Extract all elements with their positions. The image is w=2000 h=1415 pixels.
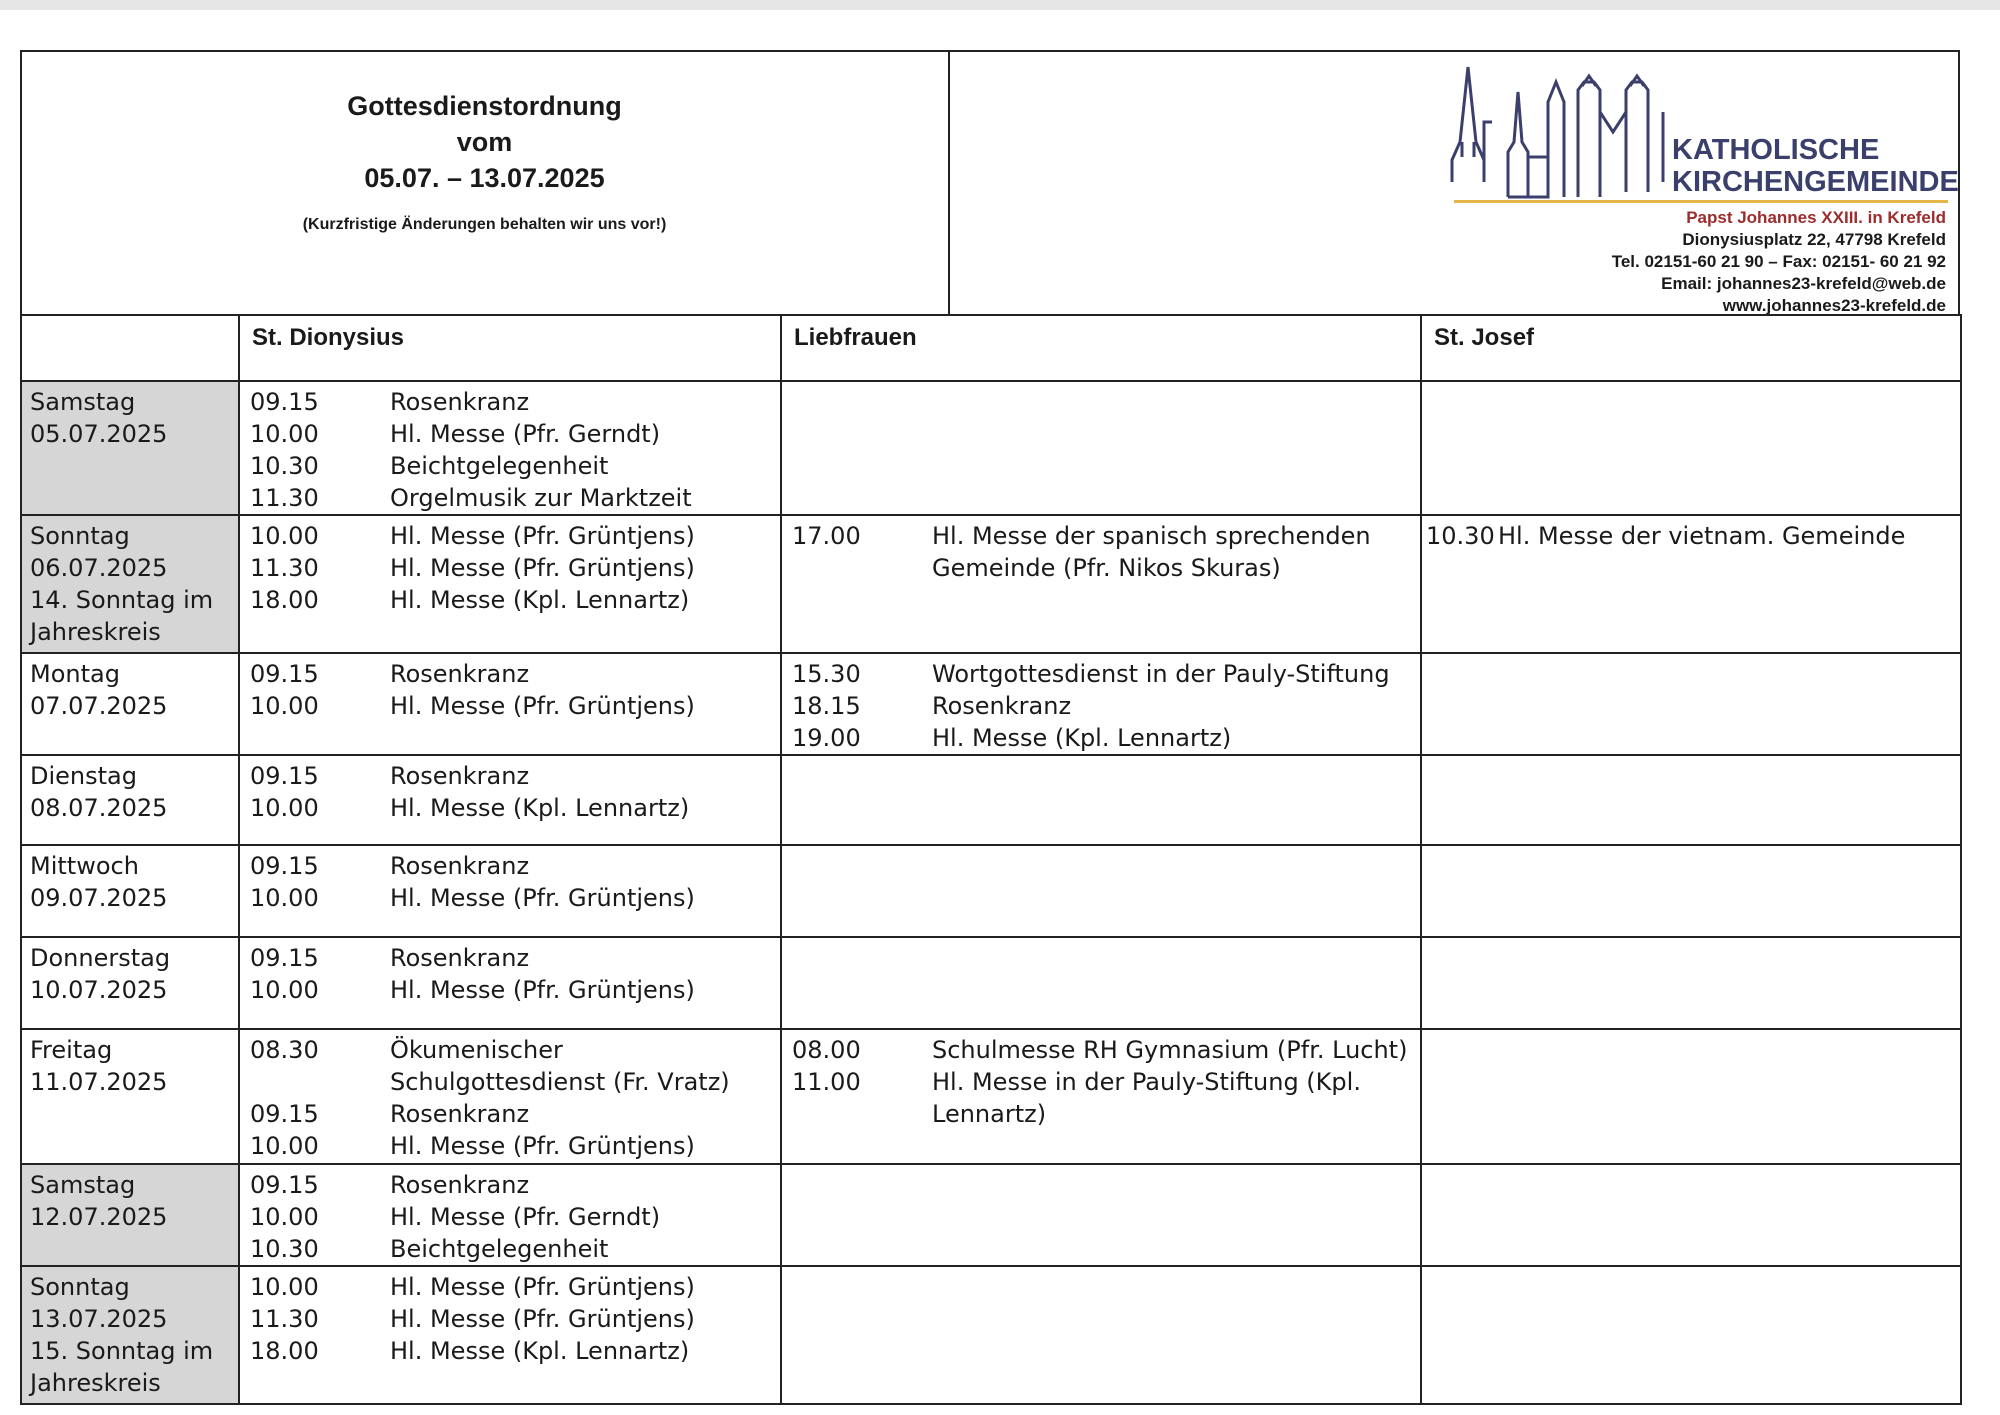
column-header-liebfrauen: Liebfrauen [781,315,1421,381]
service-entry [782,722,1420,754]
service-time: 17.00 [792,522,861,550]
day-label: 08.07.2025 [30,794,168,822]
dionysius-entries [240,654,780,722]
service-description: Rosenkranz [390,388,530,416]
title-line-1: Gottesdienstordnung [347,91,622,121]
dionysius-cell [239,937,781,1029]
service-description: Rosenkranz [932,692,1072,720]
day-label: Mittwoch [30,852,139,880]
service-entry [240,520,780,552]
dionysius-cell [239,381,781,515]
service-entry [240,658,780,690]
liebfrauen-cell [781,755,1421,845]
day-label: 12.07.2025 [30,1203,168,1231]
day-label: Montag [30,660,120,688]
dionysius-entries [240,1267,780,1367]
service-description: Beichtgelegenheit [390,452,609,480]
day-cell [21,1164,239,1266]
day-label: 09.07.2025 [30,884,168,912]
contact-block [1612,207,1946,317]
service-description: Orgelmusik zur Marktzeit [390,484,692,512]
day-cell [21,1266,239,1404]
service-description: Hl. Messe (Kpl. Lennartz) [390,1337,690,1365]
josef-cell [1421,381,1961,515]
dionysius-entries [240,756,780,824]
service-description: Wortgottesdienst in der Pauly-Stiftung [932,660,1390,688]
service-time: 10.00 [250,1273,319,1301]
column-header-josef: St. Josef [1421,315,1961,381]
service-entry [240,552,780,584]
title-line-2: vom [456,127,513,157]
service-entry [240,1303,780,1335]
service-entry [240,1169,780,1201]
service-time: 08.30 [250,1036,319,1064]
service-time: 10.00 [250,976,319,1004]
service-time: 09.15 [250,388,319,416]
service-time: 10.30 [250,1235,319,1263]
josef-entries [1422,1267,1960,1271]
josef-cell [1421,515,1961,653]
service-entry [240,1034,780,1098]
document-title [22,88,947,234]
table-row [21,653,1961,755]
service-time: 08.00 [792,1036,861,1064]
liebfrauen-cell [781,845,1421,937]
service-description: Hl. Messe der spanisch sprechenden Gemeinde (Pfr. Nikos Skuras) [932,522,1371,582]
dionysius-entries [240,382,780,514]
service-time: 18.00 [250,1337,319,1365]
logo-accent-rule [1454,200,1948,203]
table-row [21,1029,1961,1164]
schedule-table [20,314,1962,1405]
service-time: 10.00 [250,420,319,448]
josef-cell [1421,937,1961,1029]
josef-entries [1422,654,1960,658]
josef-cell [1421,755,1961,845]
day-label: 14. Sonntag im Jahreskreis [30,586,214,646]
service-time: 10.00 [250,1132,319,1160]
day-label: 15. Sonntag im Jahreskreis [30,1337,214,1397]
column-header-day [21,315,239,381]
day-label: 13.07.2025 [30,1305,168,1333]
service-entry [782,690,1420,722]
liebfrauen-cell [781,653,1421,755]
service-description: Hl. Messe (Pfr. Grüntjens) [390,1132,695,1160]
josef-cell [1421,845,1961,937]
service-description: Rosenkranz [390,762,530,790]
liebfrauen-cell [781,381,1421,515]
josef-cell [1421,653,1961,755]
service-description: Hl. Messe (Pfr. Gerndt) [390,1203,661,1231]
table-row [21,845,1961,937]
service-entry [240,850,780,882]
service-description: Hl. Messe (Pfr. Grüntjens) [390,976,695,1004]
table-row [21,381,1961,515]
service-time: 09.15 [250,762,319,790]
parish-address: Dionysiusplatz 22, 47798 Krefeld [1682,230,1946,249]
service-description: Hl. Messe (Pfr. Grüntjens) [390,1305,695,1333]
service-entry [782,520,1420,584]
parish-name-line-1: KATHOLISCHE [1672,134,1880,166]
scan-edge [0,0,2000,10]
day-cell [21,381,239,515]
service-entry [240,942,780,974]
service-time: 11.30 [250,1305,319,1333]
service-entry [240,1098,780,1130]
dionysius-entries [240,938,780,1006]
service-time: 10.00 [250,522,319,550]
service-entry [240,418,780,450]
liebfrauen-entries [782,1030,1420,1130]
service-description: Hl. Messe in der Pauly-Stiftung (Kpl. Lennartz) [932,1068,1361,1128]
liebfrauen-cell [781,515,1421,653]
josef-entries [1422,1165,1960,1169]
table-row [21,755,1961,845]
josef-entries [1422,1030,1960,1034]
header-divider [948,50,950,315]
dionysius-cell [239,1029,781,1164]
service-description: Hl. Messe (Kpl. Lennartz) [390,794,690,822]
dionysius-entries [240,1165,780,1265]
service-description: Ökumenischer Schulgottesdienst (Fr. Vratz) [390,1036,730,1096]
dionysius-cell [239,515,781,653]
day-cell [21,1029,239,1164]
service-description: Schulmesse RH Gymnasium (Pfr. Lucht) [932,1036,1408,1064]
josef-entries [1422,846,1960,850]
dionysius-cell [239,1164,781,1266]
dionysius-cell [239,1266,781,1404]
service-entry [240,386,780,418]
service-time: 18.15 [792,692,861,720]
liebfrauen-cell [781,1164,1421,1266]
service-entry [240,974,780,1006]
dionysius-entries [240,516,780,616]
parish-website: www.johannes23-krefeld.de [1722,296,1946,315]
table-row [21,937,1961,1029]
liebfrauen-cell [781,1029,1421,1164]
parish-phone: Tel. 02151-60 21 90 – Fax: 02151- 60 21 92 [1611,252,1946,271]
service-description: Hl. Messe (Pfr. Grüntjens) [390,692,695,720]
parish-subtitle: Papst Johannes XXIII. in Krefeld [1686,208,1946,227]
day-cell [21,515,239,653]
service-entry [240,690,780,722]
title-line-3: 05.07. – 13.07.2025 [364,163,605,193]
service-entry [240,1335,780,1367]
service-entry [240,1271,780,1303]
service-time: 11.00 [792,1068,861,1096]
service-entry [782,1066,1420,1130]
service-description: Rosenkranz [390,1100,530,1128]
day-label: 10.07.2025 [30,976,168,1004]
service-time: 19.00 [792,724,861,752]
service-entry [782,658,1420,690]
parish-name-line-2: KIRCHENGEMEINDE [1672,166,1959,198]
day-label: Sonntag [30,1273,130,1301]
josef-entries [1422,382,1960,386]
schedule-body [21,381,1961,1404]
parish-name [1672,134,1959,198]
service-description: Hl. Messe (Pfr. Grüntjens) [390,522,695,550]
service-time: 09.15 [250,852,319,880]
liebfrauen-cell [781,937,1421,1029]
service-entry [240,792,780,824]
service-time: 09.15 [250,1100,319,1128]
table-row [21,1266,1961,1404]
service-time: 10.30 [250,452,319,480]
table-row [21,515,1961,653]
day-label: 07.07.2025 [30,692,168,720]
liebfrauen-entries [782,846,1420,850]
service-description: Hl. Messe (Kpl. Lennartz) [932,724,1232,752]
day-label: Dienstag [30,762,137,790]
service-entry [782,1034,1420,1066]
service-entry [240,482,780,514]
josef-entries [1422,938,1960,942]
liebfrauen-entries [782,516,1420,584]
service-time: 11.30 [250,484,319,512]
liebfrauen-entries [782,1267,1420,1271]
day-cell [21,845,239,937]
josef-entries [1422,756,1960,760]
josef-cell [1421,1029,1961,1164]
day-label: Freitag [30,1036,113,1064]
service-entry [240,1130,780,1162]
liebfrauen-entries [782,1165,1420,1169]
service-time: 10.00 [250,884,319,912]
service-description: Hl. Messe (Pfr. Grüntjens) [390,554,695,582]
josef-cell [1421,1164,1961,1266]
service-time: 10.00 [250,1203,319,1231]
day-label: Samstag [30,388,136,416]
service-description: Hl. Messe (Kpl. Lennartz) [390,586,690,614]
service-time: 10.00 [250,794,319,822]
service-entry [240,1233,780,1265]
josef-cell [1421,1266,1961,1404]
day-cell [21,755,239,845]
table-header-row [21,315,1961,381]
josef-entries [1422,516,1960,552]
service-description: Beichtgelegenheit [390,1235,609,1263]
day-cell [21,653,239,755]
day-cell [21,937,239,1029]
service-time: 09.15 [250,660,319,688]
day-label: Samstag [30,1171,136,1199]
dionysius-cell [239,755,781,845]
parish-email: Email: johannes23-krefeld@web.de [1661,274,1946,293]
service-entry [240,450,780,482]
service-time: 18.00 [250,586,319,614]
service-entry [240,882,780,914]
service-time: 09.15 [250,944,319,972]
dionysius-entries [240,846,780,914]
table-row [21,1164,1961,1266]
day-label: Sonntag [30,522,130,550]
service-entry [240,760,780,792]
title-note: (Kurzfristige Änderungen behalten wir uns vor!) [302,216,667,233]
service-description: Rosenkranz [390,852,530,880]
service-time: 10.30 [1426,522,1495,550]
service-description: Hl. Messe (Pfr. Grüntjens) [390,1273,695,1301]
liebfrauen-entries [782,938,1420,942]
service-description: Hl. Messe (Pfr. Gerndt) [390,420,661,448]
service-entry [1422,520,1960,552]
dionysius-cell [239,845,781,937]
service-entry [240,1201,780,1233]
service-time: 15.30 [792,660,861,688]
day-label: 06.07.2025 [30,554,168,582]
service-entry [240,584,780,616]
liebfrauen-entries [782,654,1420,754]
service-description: Rosenkranz [390,1171,530,1199]
day-label: 05.07.2025 [30,420,168,448]
dionysius-cell [239,653,781,755]
service-description: Rosenkranz [390,944,530,972]
liebfrauen-cell [781,1266,1421,1404]
day-label: Donnerstag [30,944,171,972]
liebfrauen-entries [782,756,1420,760]
liebfrauen-entries [782,382,1420,386]
service-time: 09.15 [250,1171,319,1199]
day-label: 11.07.2025 [30,1068,168,1096]
service-description: Hl. Messe der vietnam. Gemeinde [1498,522,1906,550]
service-description: Hl. Messe (Pfr. Grüntjens) [390,884,695,912]
service-time: 10.00 [250,692,319,720]
column-header-dionysius: St. Dionysius [239,315,781,381]
dionysius-entries [240,1030,780,1162]
service-description: Rosenkranz [390,660,530,688]
service-time: 11.30 [250,554,319,582]
